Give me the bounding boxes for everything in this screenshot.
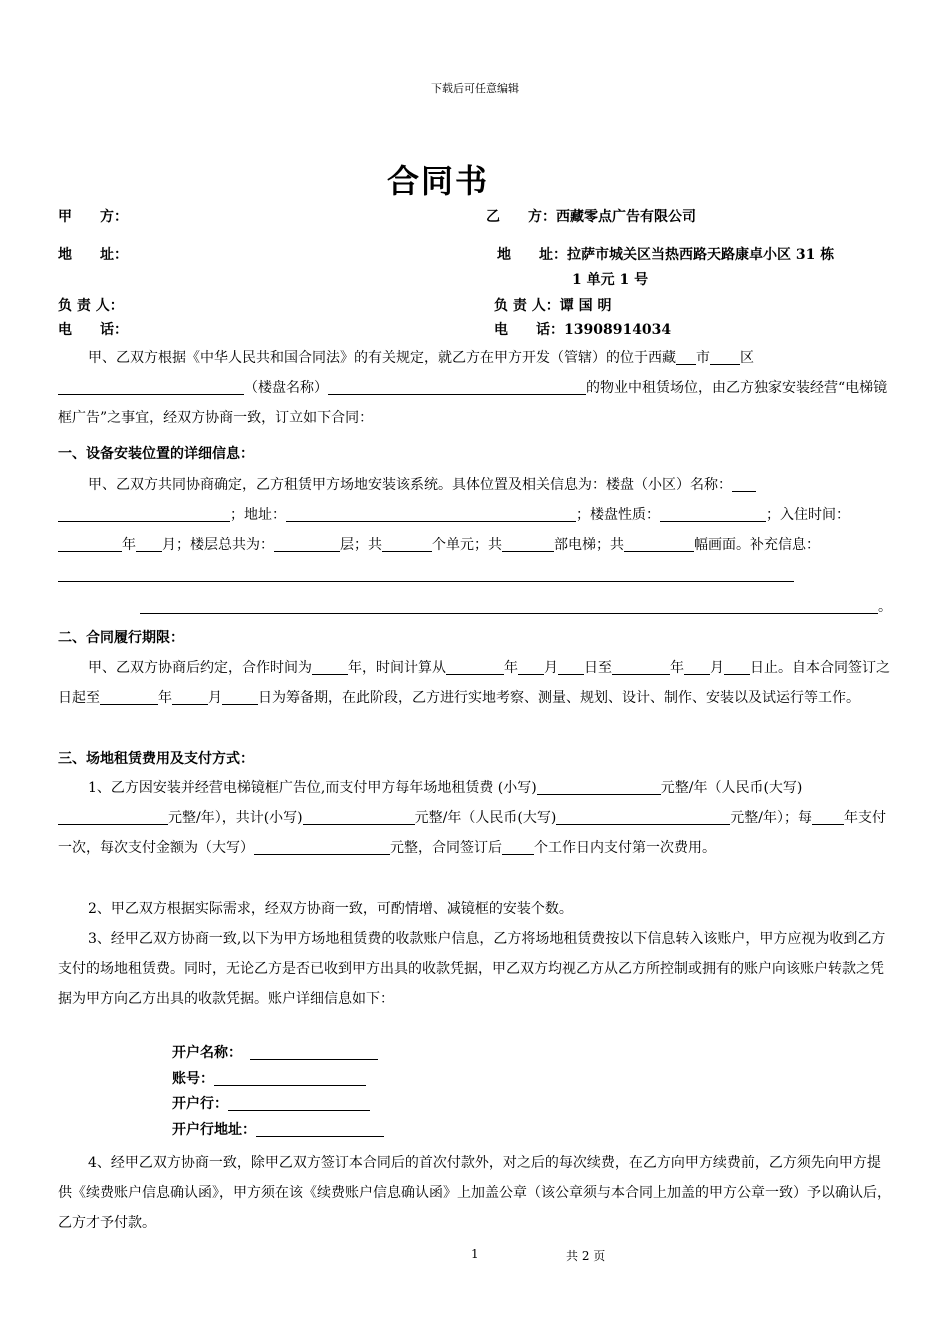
- section2-text: 日至: [584, 660, 612, 676]
- party-b-address: [497, 244, 834, 264]
- intro-text: （楼盘名称）: [244, 380, 328, 396]
- party-b-name-label: 乙 方：: [486, 209, 556, 225]
- section3-text: 元整/年），共计(小写): [168, 810, 303, 826]
- section1-text: 部电梯；共: [554, 537, 624, 553]
- account-bank-blank: [228, 1094, 370, 1111]
- blank-end-year: [612, 658, 670, 675]
- section3-paragraph-1: [58, 773, 894, 863]
- section1-text: 幅画面。补充信息：: [694, 537, 820, 553]
- blank-building-name: [58, 378, 244, 395]
- section3-text: 元整/年（人民币(大写): [414, 810, 557, 826]
- section3-text: 元整/年（人民币(大写): [660, 780, 803, 796]
- account-name-label: 开户名称：: [172, 1045, 242, 1061]
- intro-paragraph: [58, 343, 894, 433]
- party-b-phone: [494, 319, 671, 339]
- section3-text: 元整，合同签订后: [390, 840, 502, 856]
- blank-start-year: [446, 658, 504, 675]
- account-number-label: 账号：: [172, 1071, 214, 1087]
- intro-text: 的物业中租赁场位，由乙方独家安装经营“电梯镜框广告”之事宜，经双方协商一致，订立如下合同：: [58, 380, 888, 426]
- blank-address: [286, 505, 576, 522]
- party-b-person: [494, 295, 612, 315]
- party-b-phone-value: 13908914034: [564, 322, 672, 338]
- blank-pay-interval: [812, 808, 844, 825]
- blank-area: [710, 348, 740, 365]
- party-b-person-value: 谭 国 明: [559, 298, 612, 314]
- section1-text: 层；共: [340, 537, 382, 553]
- blank-extra-info: [58, 565, 794, 582]
- document-title: 合同书: [386, 162, 489, 200]
- blank-elevators: [502, 535, 554, 552]
- section2-text: 年: [670, 660, 684, 676]
- blank-prep-day: [222, 688, 258, 705]
- blank-rent-small: [537, 778, 661, 795]
- section2-text: 月: [710, 660, 724, 676]
- blank-term-years: [312, 658, 348, 675]
- intro-text: 市: [696, 350, 710, 366]
- party-a-name-label: 甲 方：: [58, 209, 128, 225]
- account-bank-row: [172, 1093, 370, 1113]
- section2-paragraph: [58, 653, 894, 713]
- section2-text: 年: [158, 690, 172, 706]
- blank-extra-info-2: [140, 597, 878, 614]
- section1-text: 月；楼层总共为：: [162, 537, 274, 553]
- page-number: 1: [471, 1247, 479, 1261]
- section3-paragraph-2: 2、甲乙双方根据实际需求，经双方协商一致，可酌情增、减镜框的安装个数。: [88, 901, 573, 917]
- blank-end-day: [724, 658, 750, 675]
- header-note: 下载后可任意编辑: [431, 82, 519, 95]
- section3-heading: 三、场地租赁费用及支付方式：: [58, 751, 254, 767]
- blank-move-in-month: [136, 535, 162, 552]
- section3-paragraph-3: 3、经甲乙双方协商一致,以下为甲方场地租赁费的收款账户信息，乙方将场地租赁费按以下信息转入该账户，甲方应视为收到乙方支付的场地租赁费。同时，无论乙方是否已收到甲方出具的收款凭据，甲乙双方均视乙方从乙方所控制或拥有的账户向该账户转款之凭据为甲方向乙方出具的收款凭据。账户详细信息如下：: [58, 931, 886, 1007]
- blank-estate-name: [732, 475, 756, 492]
- section1-paragraph: [58, 470, 894, 590]
- blank-prep-year: [100, 688, 158, 705]
- section1-text: ；地址：: [230, 507, 286, 523]
- blank-frames: [624, 535, 694, 552]
- party-a-person-label: 负 责 人：: [58, 298, 124, 314]
- account-name-row: [172, 1042, 378, 1062]
- party-b-address-value-1: 拉萨市城关区当热西路天路康卓小区 31 栋: [567, 247, 835, 263]
- total-pages: 共 2 页: [566, 1249, 606, 1263]
- blank-total-capital-cont: [694, 808, 730, 825]
- party-b-address-label: 地 址：: [497, 247, 567, 263]
- section1-text: 甲、乙双方共同协商确定，乙方租赁甲方场地安装该系统。具体位置及相关信息为：楼盘（小区）名称：: [88, 477, 732, 493]
- account-bank-label: 开户行：: [172, 1096, 228, 1112]
- blank-total-small: [303, 808, 415, 825]
- party-b-name-value: 西藏零点广告有限公司: [556, 209, 696, 225]
- account-bank-address-label: 开户行地址：: [172, 1122, 256, 1138]
- blank-end-month: [684, 658, 710, 675]
- party-b-phone-label: 电 话：: [494, 322, 564, 338]
- blank-start-month: [518, 658, 544, 675]
- account-bank-address-row: [172, 1119, 384, 1139]
- section3-text: 1、乙方因安装并经营电梯镜框广告位,而支付甲方每年场地租赁费 (小写): [88, 780, 537, 796]
- section2-text: 日止。自本合同签订之日起至: [58, 660, 890, 706]
- section3-text: 元整/年）；每: [730, 810, 812, 826]
- account-bank-address-blank: [256, 1120, 384, 1137]
- section3-paragraph-4: 4、经甲乙双方协商一致，除甲乙双方签订本合同后的首次付款外，对之后的每次续费，在乙方向甲方续费前，乙方须先向甲方提供《续费账户信息确认函》，甲方须在该《续费账户信息确认函》上加盖公章（该公章须与本合同上加盖的甲方公章一致）予以确认后，乙方才予付款。: [58, 1155, 891, 1231]
- section1-text: 。: [878, 599, 892, 615]
- section2-text: 甲、乙双方协商后约定，合作时间为: [88, 660, 312, 676]
- section1-extra-line: [58, 592, 894, 622]
- blank-property-type: [660, 505, 766, 522]
- blank-floors: [274, 535, 340, 552]
- blank-rent-capital: [58, 808, 168, 825]
- intro-text: 甲、乙双方根据《中华人民共和国合同法》的有关规定，就乙方在甲方开发（管辖）的位于西藏: [88, 350, 676, 366]
- party-b-person-label: 负 责 人：: [494, 298, 560, 314]
- section1-text: 年: [122, 537, 136, 553]
- section2-text: 年: [504, 660, 518, 676]
- blank-city: [676, 348, 696, 365]
- account-number-blank: [214, 1069, 366, 1086]
- section2-text: 月: [544, 660, 558, 676]
- section2-text: 月: [208, 690, 222, 706]
- section2-text: 日为筹备期，在此阶段，乙方进行实地考察、测量、规划、设计、制作、安装以及试运行等工作。: [258, 690, 860, 706]
- section2-heading: 二、合同履行期限：: [58, 630, 184, 646]
- blank-workdays: [502, 838, 534, 855]
- blank-prep-month: [172, 688, 208, 705]
- account-name-blank: [250, 1043, 378, 1060]
- section1-heading: 一、设备安装位置的详细信息：: [58, 446, 254, 462]
- blank-total-capital: [556, 808, 694, 825]
- blank-units: [382, 535, 432, 552]
- blank-property: [328, 378, 586, 395]
- intro-text: 区: [740, 350, 754, 366]
- blank-estate-name-cont: [58, 505, 230, 522]
- section3-text: 个工作日内支付第一次费用。: [534, 840, 716, 856]
- party-b-address-value-2: 1 单元 1 号: [572, 272, 649, 288]
- section1-text: ；楼盘性质：: [576, 507, 660, 523]
- party-b-name: [486, 206, 696, 226]
- section1-text: 个单元；共: [432, 537, 502, 553]
- section3-text: 年支付一次，每次支付金额为（大写）: [58, 810, 886, 856]
- blank-pay-amount: [254, 838, 390, 855]
- account-number-row: [172, 1068, 366, 1088]
- party-a-phone-label: 电 话：: [58, 322, 128, 338]
- section2-text: 年，时间计算从: [348, 660, 446, 676]
- blank-start-day: [558, 658, 584, 675]
- section1-text: ；入住时间：: [766, 507, 850, 523]
- party-a-address-label: 地 址：: [58, 247, 128, 263]
- blank-move-in-year: [58, 535, 122, 552]
